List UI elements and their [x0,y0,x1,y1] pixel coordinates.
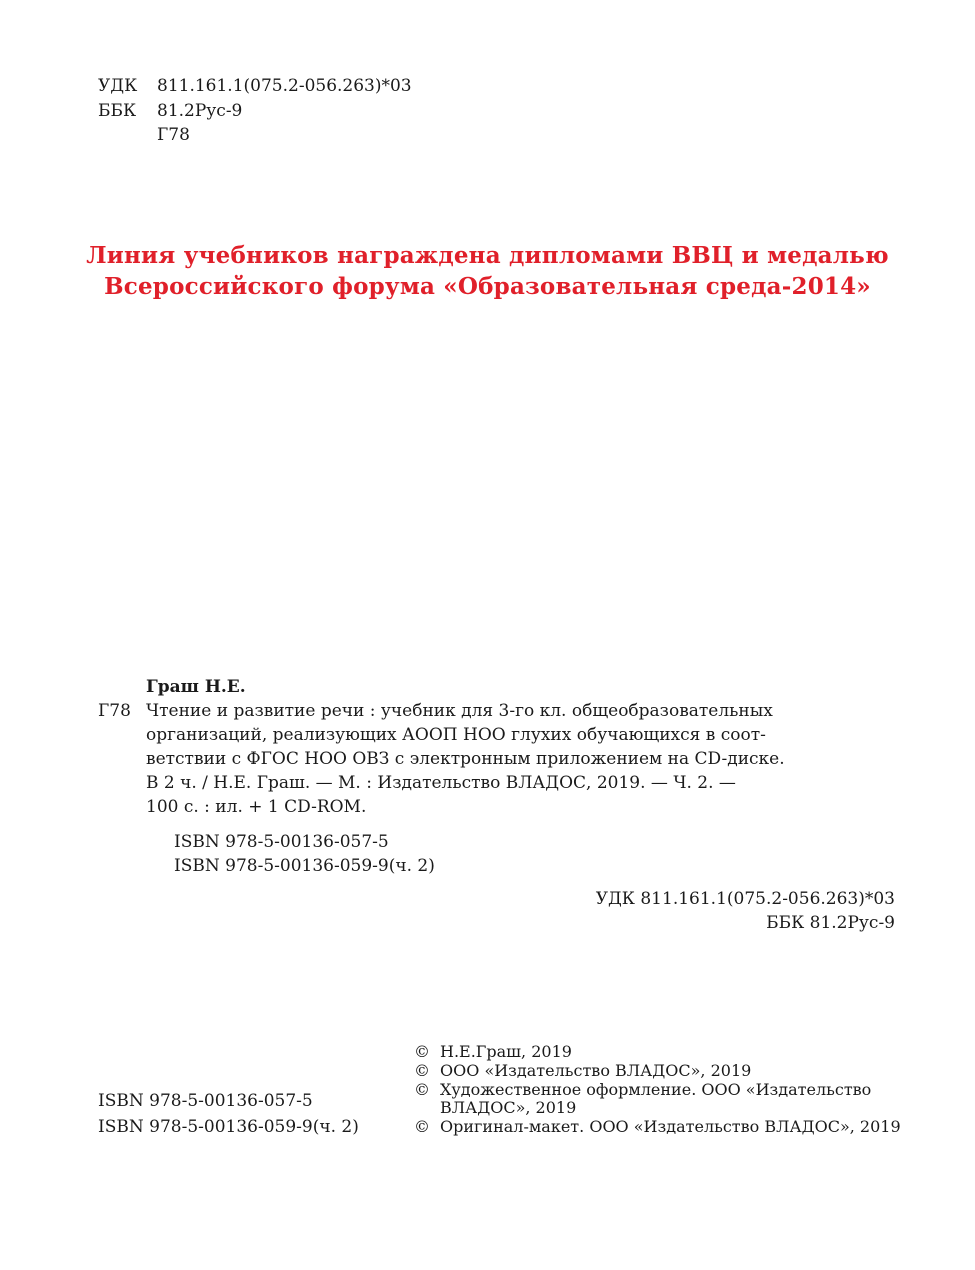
card-udc: УДК 811.161.1(075.2-056.263)*03 [595,889,895,909]
copyright-text: Н.Е.Граш, 2019 [440,1042,572,1061]
card-classification [98,887,898,935]
classification-block [98,74,412,148]
author-mark-row [98,123,412,148]
card-description-line: ветствии с ФГОС НОО ОВЗ с электронным приложением на CD-диске. [146,749,785,769]
copyright-symbol: © [414,1079,430,1099]
catalog-card [98,675,898,935]
card-isbn-1: ISBN 978-5-00136-057-5 [174,832,389,852]
award-line-1: Линия учебников награждена дипломами ВВЦ и медалью [86,242,889,269]
bottom-isbn-1: ISBN 978-5-00136-057-5 [98,1091,313,1111]
card-isbn-2: ISBN 978-5-00136-059-9(ч. 2) [174,856,435,876]
copyright-item [414,1062,894,1081]
copyright-text: Оригинал-макет. ООО «Издательство ВЛАДОС», 2019 [440,1117,901,1137]
card-description-line: 100 с. : ил. + 1 CD-ROM. [146,797,367,817]
author-mark: Г78 [157,125,190,145]
udc-value: 811.161.1(075.2-056.263)*03 [157,76,412,96]
bottom-isbn-2: ISBN 978-5-00136-059-9(ч. 2) [98,1117,359,1137]
bottom-isbn-block [98,1088,359,1140]
card-isbn-list [98,830,898,878]
card-bbk: ББК 81.2Рус-9 [766,913,895,933]
card-entry [98,699,898,819]
bbk-label: ББК [98,100,137,121]
copyright-text: Художественное оформление. ООО «Издательство [440,1079,872,1099]
copyright-symbol: © [414,1042,430,1061]
copyright-text: ВЛАДОС», 2019 [440,1098,577,1118]
bbk-value: 81.2Рус-9 [157,100,243,121]
copyright-symbol: © [414,1117,430,1137]
card-description-line: В 2 ч. / Н.Е. Граш. — М. : Издательство ВЛАДОС, 2019. — Ч. 2. — [146,773,736,793]
udc-row [98,74,412,99]
bbk-row [98,99,412,124]
copyright-symbol: © [414,1060,430,1080]
udc-label: УДК [98,76,138,96]
copyright-item-continuation [414,1099,894,1118]
copyright-item [414,1117,901,1137]
copyright-text: ООО «Издательство ВЛАДОС», 2019 [440,1060,752,1080]
copyright-block [414,1042,901,1137]
card-code: Г78 [98,701,131,721]
card-description-line: организаций, реализующих АООП НОО глухих обучающихся в соот- [146,725,766,745]
card-author: Граш Н.Е. [146,677,246,697]
copyright-item [414,1081,894,1100]
award-line-2: Всероссийского форума «Образовательная среда-2014» [104,273,871,300]
card-description-line: Чтение и развитие речи : учебник для 3-го кл. общеобразовательных [146,701,773,721]
copyright-item [414,1043,894,1062]
award-notice [0,240,975,302]
